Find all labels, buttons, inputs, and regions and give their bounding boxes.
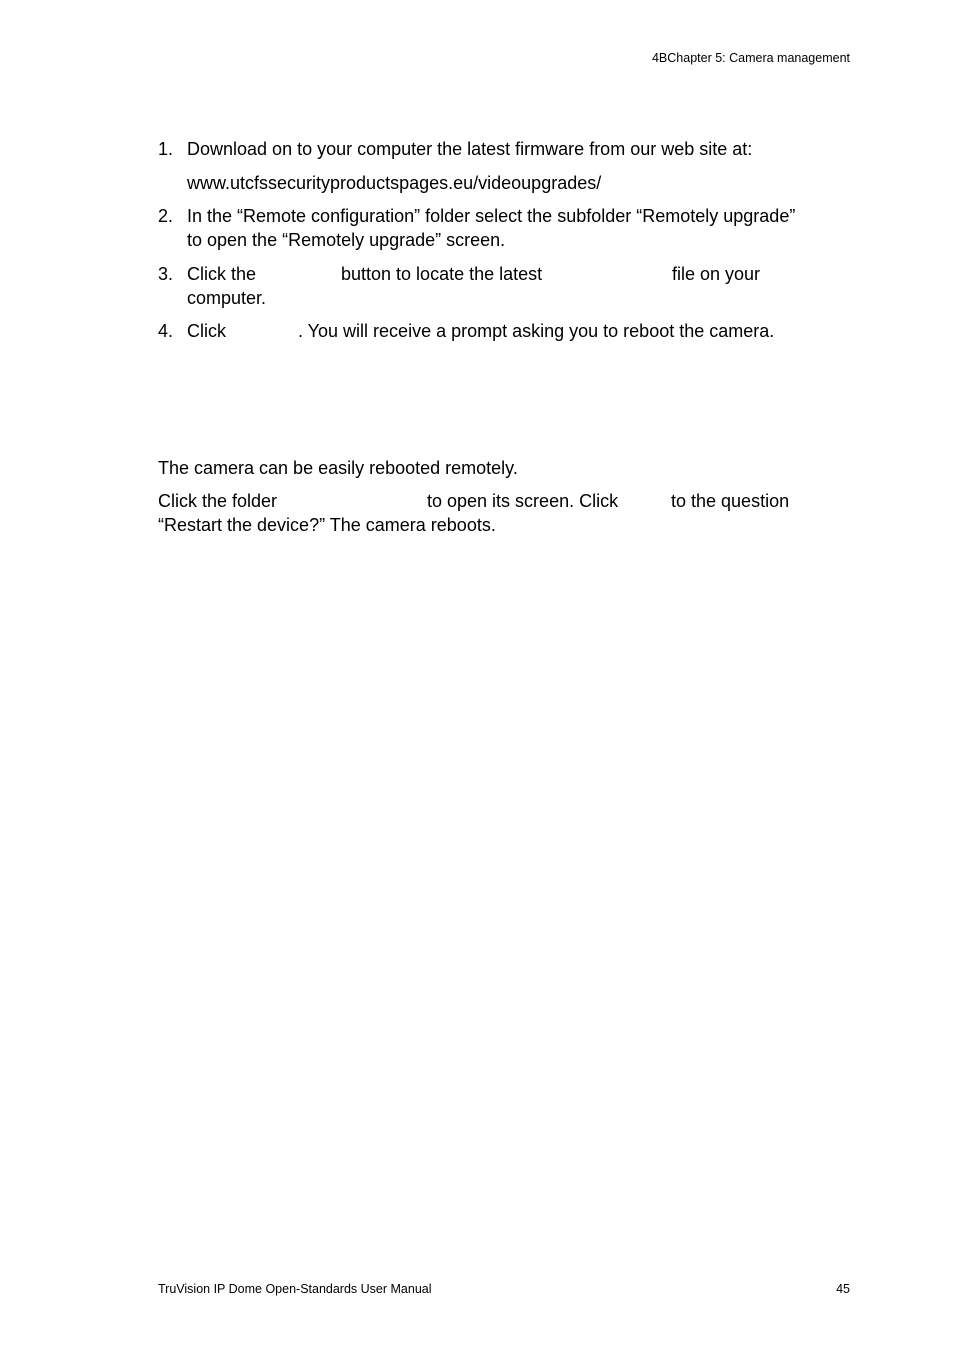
footer-manual-title: TruVision IP Dome Open-Standards User Manual: [158, 1282, 432, 1296]
step-number: 3.: [158, 264, 174, 284]
reboot-instruction: to open its screen. Click: [427, 491, 619, 511]
step-text: button to locate the latest: [341, 264, 543, 284]
page-number: 45: [836, 1282, 850, 1296]
reboot-instruction: to the question: [671, 491, 790, 511]
step-text: Click the: [187, 264, 257, 284]
firmware-url: www.utcfssecurityproductspages.eu/videoupgrades/: [187, 173, 602, 193]
step-text-continued: to open the “Remotely upgrade” screen.: [187, 230, 506, 250]
running-header: 4BChapter 5: Camera management: [651, 51, 850, 65]
step-text: . You will receive a prompt asking you to reboot the camera.: [298, 321, 775, 341]
step-text: In the “Remote configuration” folder select the subfolder “Remotely upgrade”: [187, 206, 796, 226]
step-number: 4.: [158, 321, 174, 341]
step-text: Click: [187, 321, 226, 341]
step-number: 1.: [158, 139, 174, 159]
step-text-continued: computer.: [187, 288, 267, 308]
step-text: file on your: [672, 264, 761, 284]
step-number: 2.: [158, 206, 174, 226]
step-text: Download on to your computer the latest firmware from our web site at:: [187, 139, 753, 159]
reboot-instruction: Click the folder: [158, 491, 278, 511]
reboot-intro: The camera can be easily rebooted remotely.: [158, 458, 518, 478]
reboot-instruction-continued: “Restart the device?” The camera reboots.: [158, 515, 496, 535]
